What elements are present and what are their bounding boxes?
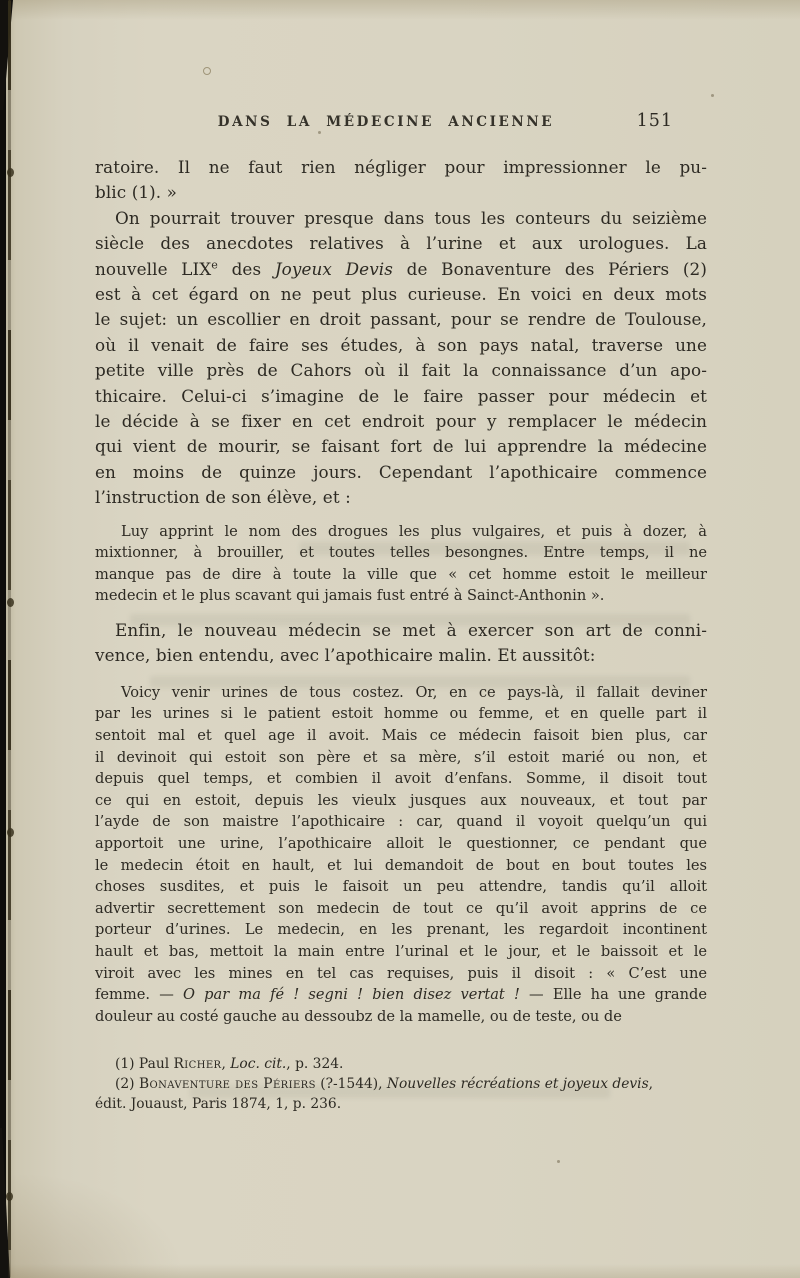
- footnotes: [95, 1054, 707, 1114]
- text-line: par les urines si le patient estoit homme ou femme, et en quelle part il: [95, 705, 707, 723]
- text-line: l’instruction de son élève, et :: [95, 487, 351, 508]
- binding-knot: [7, 598, 14, 607]
- text-line: apportoit une urine, l’apothicaire alloit le questionner, ce pendant que: [95, 835, 707, 853]
- text-line: siècle des anecdotes relatives à l’urine et aux urologues. La: [95, 233, 707, 254]
- text-line: l’ayde de son maistre l’apothicaire : car, quand il voyoit quelqu’un qui: [95, 813, 707, 831]
- text-line: sentoit mal et quel age il avoit. Mais ce médecin faisoit bien plus, car: [95, 727, 707, 745]
- block-quote: [95, 682, 707, 1028]
- text-line: blic (1). »: [95, 182, 178, 203]
- text-line: douleur au costé gauche au dessoubz de la mamelle, ou de teste, ou de: [95, 1007, 622, 1025]
- text-line: qui vient de mourir, se faisant fort de lui apprendre la médecine: [95, 436, 707, 457]
- binding-crease: [8, 0, 11, 1278]
- text-line: petite ville près de Cahors où il fait la connaissance d’un apo-: [95, 360, 707, 381]
- text-line: porteur d’urines. Le medecin, en les prenant, les regardoit incontinent: [95, 921, 707, 939]
- binding-knot: [7, 168, 14, 177]
- text-line: thicaire. Celui-ci s’imagine de le faire passer pour médecin et: [95, 385, 707, 406]
- text-line: Enfin, le nouveau médecin se met à exercer son art de conni-: [115, 620, 707, 641]
- text-line: vence, bien entendu, avec l’apothicaire malin. Et aussitôt:: [95, 645, 596, 666]
- text-line: medecin et le plus scavant qui jamais fust entré à Sainct-Anthonin ».: [95, 587, 605, 605]
- text-line: est à cet égard on ne peut plus curieuse. En voici en deux mots: [95, 284, 707, 305]
- block-quote: [95, 521, 707, 607]
- binding-knot: [6, 1192, 13, 1201]
- binding-knot: [7, 828, 14, 837]
- paragraph: [95, 206, 707, 511]
- text-line: ratoire. Il ne faut rien négliger pour impressionner le pu-: [95, 157, 707, 177]
- text-line: (2) Bonaventure des Périers (?-1544), Nouvelles récréations et joyeux devis,: [115, 1076, 654, 1093]
- text-block: [95, 155, 707, 1114]
- running-header: [95, 111, 707, 138]
- book-spine-edge: [0, 0, 6, 1278]
- text-line: le décide à se fixer en cet endroit pour y remplacer le médecin: [95, 411, 707, 432]
- paragraph: [95, 618, 707, 669]
- text-line: choses susdites, et puis le faisoit un peu attendre, tandis qu’il alloit: [95, 878, 707, 896]
- paper-speck: [711, 94, 714, 97]
- text-line: en moins de quinze jours. Cependant l’apothicaire commence: [95, 461, 707, 482]
- chapter-running-title: DANS LA MÉDECINE ANCIENNE: [217, 114, 555, 130]
- text-line: mixtionner, à brouiller, et toutes telles besongnes. Entre temps, il ne: [95, 544, 707, 562]
- text-line: advertir secrettement son medecin de tout ce qu’il avoit apprins de ce: [95, 899, 707, 917]
- text-line: ce qui en estoit, depuis les vieulx jusques aux nouveaux, et tout par: [95, 791, 707, 809]
- text-line: manque pas de dire à toute la ville que « cet homme estoit le meilleur: [95, 565, 707, 583]
- text-line: Voicy venir urines de tous costez. Or, en ce pays-là, il fallait deviner: [121, 683, 707, 701]
- text-line: il devinoit qui estoit son père et sa mère, s’il estoit marié ou non, et: [95, 748, 707, 766]
- text-line: On pourrait trouver presque dans tous les conteurs du seizième: [115, 207, 707, 228]
- paper-speck: [203, 67, 211, 75]
- text-line: le sujet: un escollier en droit passant, pour se rendre de Toulouse,: [95, 309, 707, 330]
- page-number: 151: [636, 111, 673, 131]
- text-line: Luy apprint le nom des drogues les plus vulgaires, et puis à dozer, à: [121, 522, 707, 540]
- text-line: édit. Jouaust, Paris 1874, 1, p. 236.: [95, 1096, 342, 1113]
- paper-speck: [557, 1160, 560, 1163]
- text-line: femme. — O par ma fé ! segni ! bien disez vertat ! — Elle ha une grande: [95, 986, 708, 1004]
- text-line: hault et bas, mettoit la main entre l’urinal et le jour, et le baissoit et le: [95, 943, 707, 960]
- text-line: le medecin étoit en hault, et lui demandoit de bout en bout toutes les: [95, 856, 707, 874]
- text-line: depuis quel temps, et combien il avoit d’enfans. Somme, il disoit tout: [95, 770, 707, 788]
- text-line: où il venait de faire ses études, à son pays natal, traverse une: [95, 334, 707, 355]
- paragraph-continuation: [95, 155, 707, 206]
- text-line: viroit avec les mines en tel cas requises, puis il disoit : « C’est une: [95, 964, 707, 982]
- text-line: nouvelle LIXe des Joyeux Devis de Bonaventure des Périers (2): [95, 258, 707, 279]
- text-line: (1) Paul Richer, Loc. cit., p. 324.: [115, 1056, 344, 1073]
